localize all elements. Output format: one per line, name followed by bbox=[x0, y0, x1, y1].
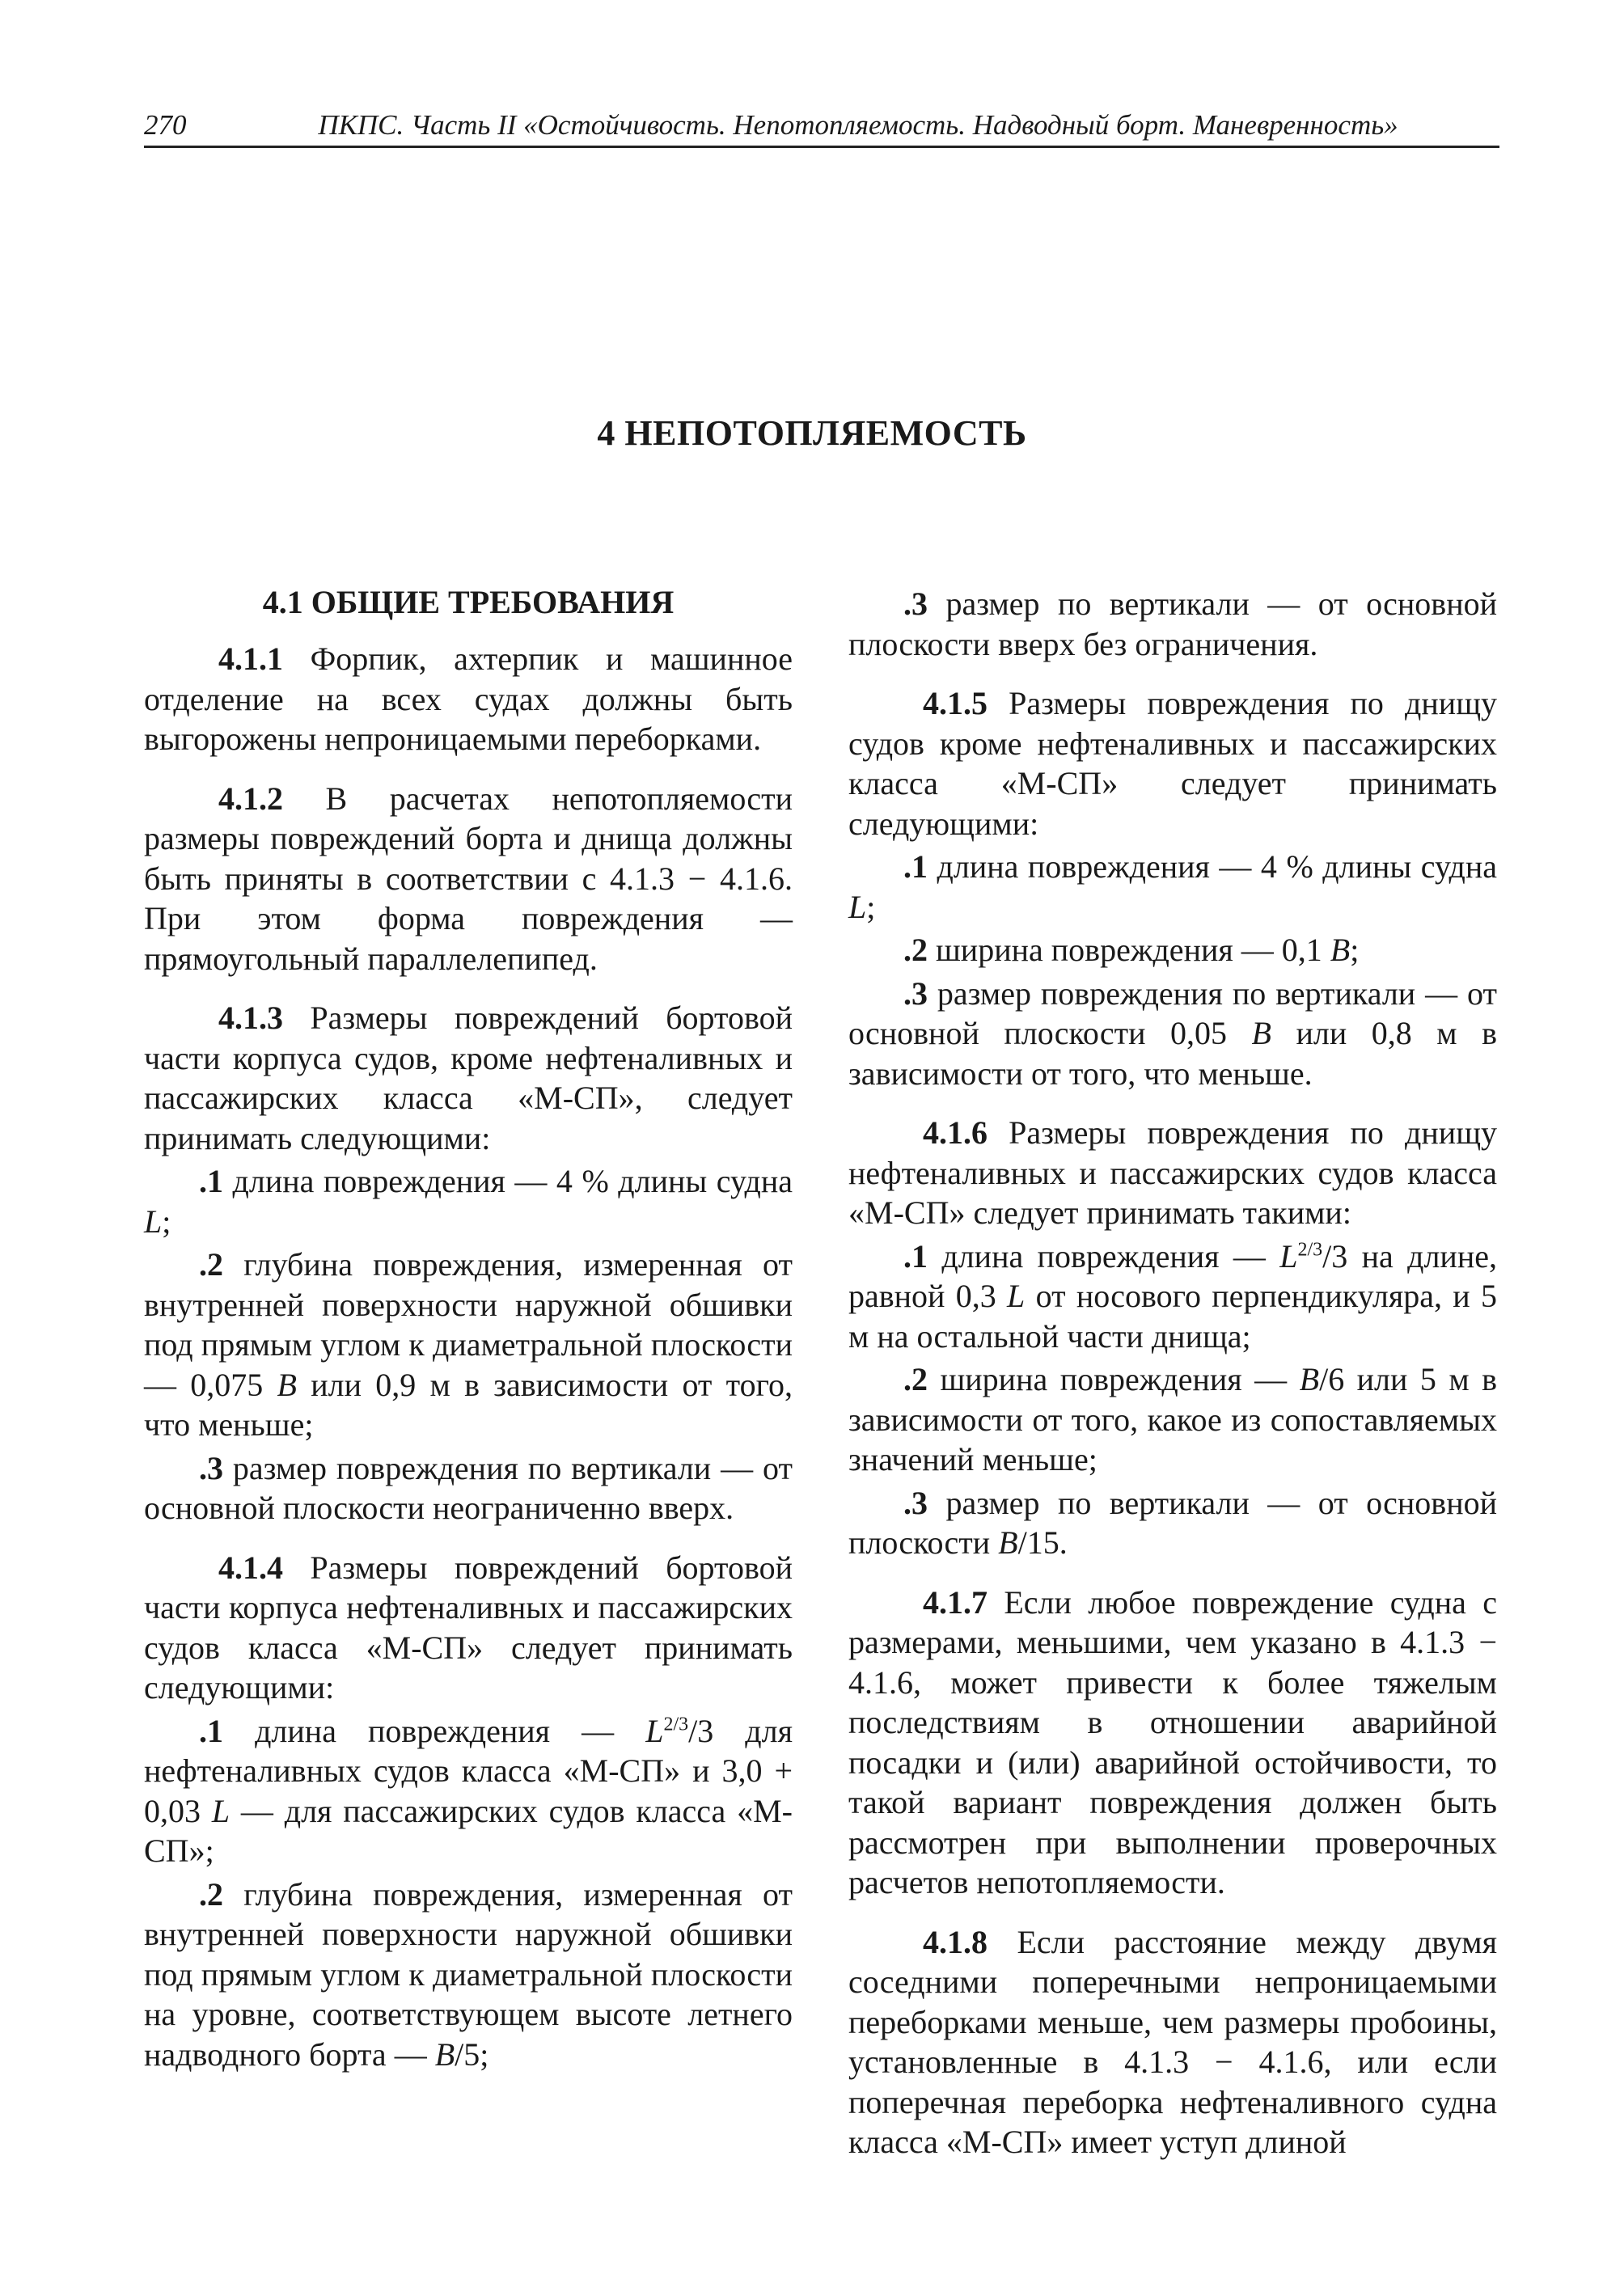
clause-number: 4.1.7 bbox=[923, 1583, 988, 1621]
list-item: .3 размер по вертикали — от основной плоскости вверх без ограничения. bbox=[848, 585, 1498, 662]
running-header bbox=[144, 105, 1499, 148]
clause-text: Размеры повреждения по днищу нефтеналивных и пассажирских судов класса «М-СП» следует принимать такими: bbox=[848, 1114, 1498, 1231]
clause-number: 4.1.3 bbox=[218, 1000, 283, 1036]
list-item: .1 длина повреждения — 4 % длины судна L; bbox=[848, 848, 1498, 925]
left-column bbox=[144, 582, 793, 2078]
paragraph-4-1-3 bbox=[144, 998, 793, 1158]
list-item: .1 длина повреждения — $L^{2/3}/3$ для нефтеналивных судов класса «М-СП» и 3,0 + 0,03 L — для пассажирских судов класса «М-СП»; bbox=[144, 1712, 793, 1869]
list-item: .3 размер повреждения по вертикали — от основной плоскости 0,05 B или 0,8 м в зависимости от того, что меньше. bbox=[848, 974, 1497, 1092]
list-item: .2 ширина повреждения — 0,1 B; bbox=[903, 932, 1360, 968]
clause-text: Размеры повреждений бортовой части корпуса нефтеналивных и пассажирских судов класса «М-СП» следует принимать следующими: bbox=[144, 1549, 793, 1706]
list-item: .1 длина повреждения — 4 % длины судна L; bbox=[144, 1163, 793, 1240]
clause-text: Форпик, ахтерпик и машинное отделение на всех судах должны быть выгорожены непроницаемыми переборками. bbox=[144, 640, 793, 757]
paragraph-4-1-6 bbox=[848, 1113, 1497, 1233]
clause-text: Если любое повреждение судна с размерами, меньшими, чем указано в 4.1.3 − 4.1.6, может привести к более тяжелым последствиям в отношении аварийной посадки и (или) аварийной остойчивости, то такой вариант повреждения должен быть рассмотрен при выполнении проверочных расчетов непотопляемости. bbox=[848, 1583, 1498, 1900]
paragraph-4-1-7 bbox=[848, 1583, 1497, 1903]
list-item: .1 длина повреждения — $L^{2/3}/3$ на длине, равной 0,3 L от носового перпендикуляра, и 5 м на остальной части днища; bbox=[848, 1237, 1498, 1355]
list-item: .3 размер по вертикали — от основной плоскости B/15. bbox=[848, 1484, 1498, 1561]
list-item: .2 глубина повреждения, измеренная от внутренней поверхности наружной обшивки под прямым углом к диаметральной плоскости на уровне, соответствующем высоте летнего надводного борта — B/5; bbox=[144, 1875, 793, 2073]
clause-number: 4.1.4 bbox=[218, 1549, 283, 1586]
paragraph-4-1-4 bbox=[144, 1548, 793, 1708]
clause-text: Если расстояние между двумя соседними поперечными непроницаемыми переборками меньше, чем размеры пробоины, установленные в 4.1.3 − 4.1.6, или если поперечная переборка нефтеналивного судна класса «М-СП» имеет уступ длиной bbox=[848, 1923, 1497, 2160]
clause-text: Размеры повреждения по днищу судов кроме нефтеналивных и пассажирских класса «М-СП» следует принимать следующими: bbox=[848, 685, 1498, 842]
clause-number: 4.1.2 bbox=[218, 780, 283, 817]
list-item: .2 глубина повреждения, измеренная от внутренней поверхности наружной обшивки под прямым углом к диаметральной плоскости — 0,075 B или 0,9 м в зависимости от того, что меньше; bbox=[144, 1246, 793, 1443]
running-title: ПКПС. Часть II «Остойчивость. Непотопляемость. Надводный борт. Маневренность» bbox=[318, 109, 1398, 141]
paragraph-4-1-8 bbox=[848, 1922, 1497, 2162]
list-item: .2 ширина повреждения — B/6 или 5 м в зависимости от того, какое из сопоставляемых значений меньше; bbox=[848, 1361, 1498, 1477]
section-title: 4.1 ОБЩИЕ ТРЕБОВАНИЯ bbox=[262, 584, 675, 620]
list-item: .3 размер повреждения по вертикали — от основной плоскости неограниченно вверх. bbox=[144, 1449, 793, 1526]
clause-number: 4.1.5 bbox=[923, 685, 988, 721]
clause-number: 4.1.1 bbox=[218, 640, 283, 677]
clause-text: Размеры повреждений бортовой части корпуса судов, кроме нефтеналивных и пассажирских класса «М-СП», следует принимать следующими: bbox=[144, 1000, 793, 1156]
clause-number: 4.1.8 bbox=[923, 1923, 988, 1960]
chapter-title: 4 НЕПОТОПЛЯЕМОСТЬ bbox=[597, 413, 1027, 453]
paragraph-4-1-5 bbox=[848, 683, 1497, 843]
paragraph-4-1-2 bbox=[144, 779, 793, 979]
clause-number: 4.1.6 bbox=[923, 1114, 988, 1151]
clause-text: В расчетах непотопляемости размеры повреждений борта и днища должны быть приняты в соответствии с 4.1.3 − 4.1.6. При этом форма повреждения — прямоугольный параллелепипед. bbox=[144, 780, 793, 977]
page-number: 270 bbox=[144, 109, 187, 141]
right-column bbox=[848, 584, 1497, 2182]
paragraph-4-1-1 bbox=[144, 639, 793, 759]
